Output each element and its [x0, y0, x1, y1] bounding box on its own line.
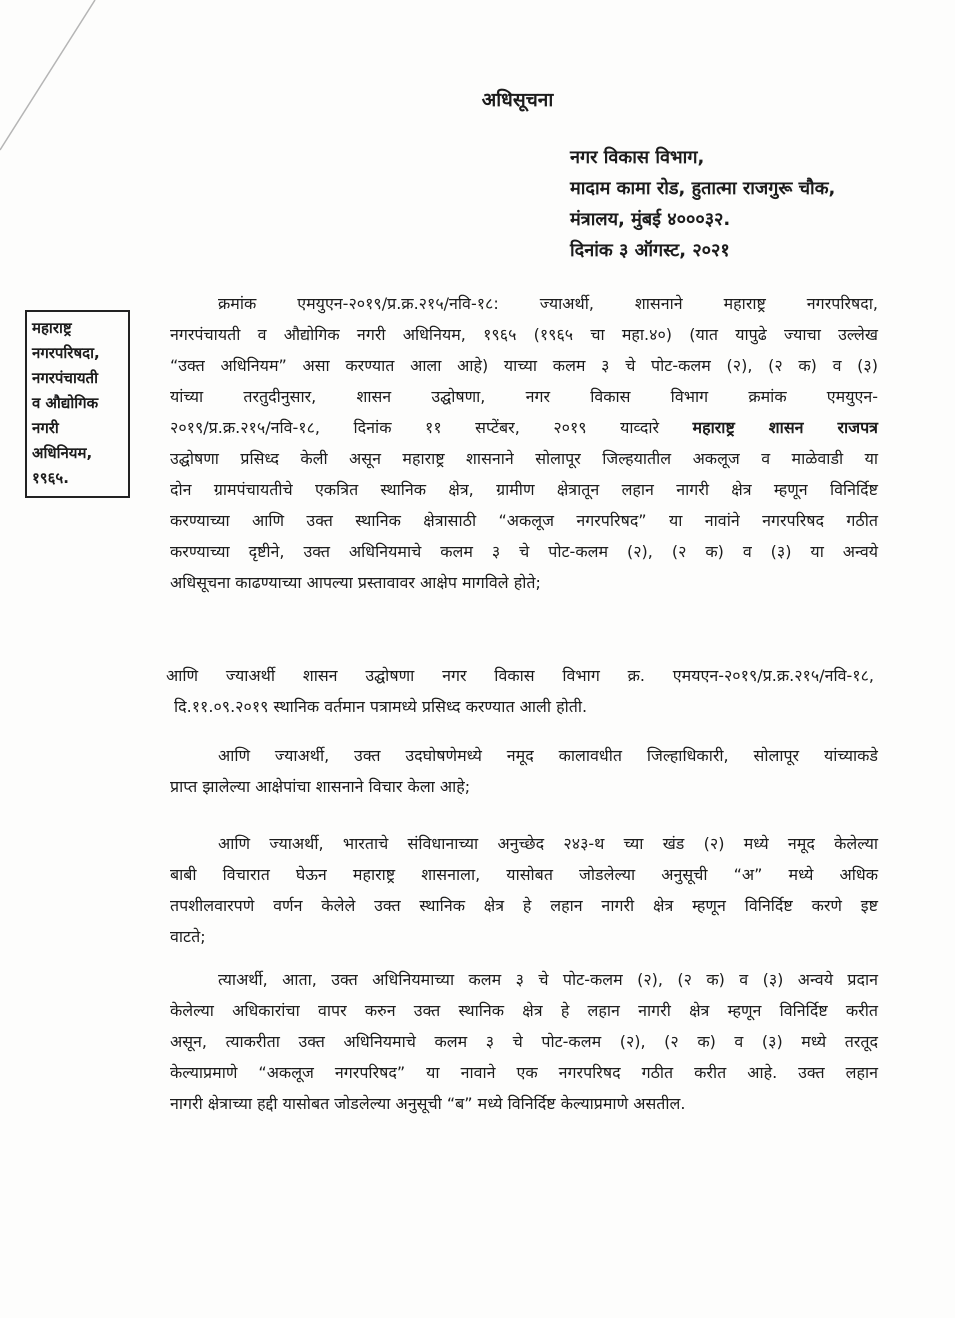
paragraph-line: आणि ज्याअर्थी, भारताचे संविधानाच्या अनुच्छेद २४३-थ च्या खंड (२) मध्ये नमूद केलेल्या	[218, 834, 878, 853]
paragraph-5	[170, 964, 878, 1119]
paragraph-line: क्रमांक एमयुएन-२०१९/प्र.क्र.२१५/नवि-१८: ज्याअर्थी, शासनाने महाराष्ट्र नगरपरिषदा,	[218, 294, 878, 313]
address-block	[570, 142, 930, 266]
paragraph-line: आणि ज्याअर्थी शासन उद्घोषणा नगर विकास विभाग क्र. एमयएन-२०१९/प्र.क्र.२१५/नवि-१८,	[166, 666, 874, 685]
margin-note-line: महाराष्ट्र	[32, 319, 72, 337]
paragraph-line: त्याअर्थी, आता, उक्त अधिनियमाच्या कलम ३ चे पोट-कलम (२), (२ क) व (३) अन्वये प्रदान	[218, 970, 878, 989]
paragraph-line: दि.११.०९.२०१९ स्थानिक वर्तमान पत्रामध्ये प्रसिध्द करण्यात आली होती.	[174, 697, 588, 716]
paragraph-line: नगरपंचायती व औद्योगिक नगरी अधिनियम, १९६५ (१९६५ चा महा.४०) (यात यापुढे ज्याचा उल्लेख	[170, 325, 878, 344]
margin-note-line: नगरपरिषदा,	[32, 344, 100, 362]
margin-note-line: अधिनियम,	[32, 444, 93, 462]
page-fold-mark	[0, 0, 110, 160]
paragraph-line: अधिसूचना काढण्याच्या आपल्या प्रस्तावावर आक्षेप मागविले होते;	[170, 573, 541, 592]
margin-note-line: नगरपंचायती	[32, 369, 98, 387]
paragraph-line: नागरी क्षेत्राच्या हद्दी यासोबत जोडलेल्या अनुसूची “ब” मध्ये विनिर्दिष्ट केल्याप्रमाणे असतील.	[170, 1094, 686, 1113]
paragraph-line: वाटते;	[170, 927, 206, 946]
paragraph-1	[170, 288, 878, 598]
margin-note-box	[25, 310, 130, 498]
paragraph-line: केल्याप्रमाणे “अकलूज नगरपरिषद” या नावाने एक नगरपरिषद गठीत करीत आहे. उक्त लहान	[170, 1063, 878, 1082]
paragraph-line: केलेल्या अधिकारांचा वापर करुन उक्त स्थानिक क्षेत्र हे लहान नागरी क्षेत्र म्हणून विनिर्दिष्ट करीत	[170, 1001, 878, 1020]
paragraph-line: यांच्या तरतुदीनुसार, शासन उद्घोषणा, नगर विकास विभाग क्रमांक एमयुएन-	[170, 387, 878, 406]
address-line-department: नगर विकास विभाग,	[570, 147, 705, 168]
address-line-city: मंत्रालय, मुंबई ४०००३२.	[570, 209, 731, 230]
paragraph-line	[170, 412, 878, 443]
paragraph-line: आणि ज्याअर्थी, उक्त उदघोषणेमध्ये नमूद कालावधीत जिल्हाधिकारी, सोलापूर यांच्याकडे	[218, 746, 878, 765]
paragraph-line: दोन ग्रामपंचायतीचे एकत्रित स्थानिक क्षेत्र, ग्रामीण क्षेत्रातून लहान नागरी क्षेत्र म्हणून विनिर्दिष्ट	[170, 480, 878, 499]
paragraph-line: उद्घोषणा प्रसिध्द केली असून महाराष्ट्र शासनाने सोलापूर जिल्हयातील अकलूज व माळेवाडी या	[170, 449, 878, 468]
paragraph-line: बाबी विचारात घेऊन महाराष्ट्र शासनाला, यासोबत जोडलेल्या अनुसूची “अ” मध्ये अधिक	[170, 865, 878, 884]
paragraph-2	[166, 660, 874, 722]
paragraph-3	[170, 740, 878, 802]
margin-note-line: १९६५.	[32, 469, 69, 487]
paragraph-line-text: २०१९/प्र.क्र.२१५/नवि-१८, दिनांक ११ सप्टेंबर, २०१९ याव्दारे	[170, 418, 660, 437]
paragraph-line: प्राप्त झालेल्या आक्षेपांचा शासनाने विचार केला आहे;	[170, 777, 471, 796]
paragraph-line: तपशीलवारपणे वर्णन केलेले उक्त स्थानिक क्षेत्र हे लहान नागरी क्षेत्र म्हणून विनिर्दिष्ट करणे इष्ट	[170, 896, 878, 915]
document-title: अधिसूचना	[481, 89, 554, 111]
paragraph-line: करण्याच्या दृष्टीने, उक्त अधिनियमाचे कलम ३ चे पोट-कलम (२), (२ क) व (३) या अन्वये	[170, 542, 878, 561]
paragraph-4	[170, 828, 878, 952]
gazette-name: महाराष्ट्र शासन राजपत्र	[692, 418, 878, 437]
paragraph-line: करण्याच्या आणि उक्त स्थानिक क्षेत्रासाठी “अकलूज नगरपरिषद” या नावांने नगरपरिषद गठीत	[170, 511, 878, 530]
paragraph-line: असून, त्याकरीता उक्त अधिनियमाचे कलम ३ चे पोट-कलम (२), (२ क) व (३) मध्ये तरतूद	[170, 1032, 878, 1051]
margin-note-line: व औद्योगिक	[32, 394, 99, 412]
margin-note-line: नगरी	[32, 419, 59, 437]
address-line-road: मादाम कामा रोड, हुतात्मा राजगुरू चौक,	[570, 178, 836, 199]
paragraph-line: “उक्त अधिनियम” असा करण्यात आला आहे) याच्या कलम ३ चे पोट-कलम (२), (२ क) व (३)	[170, 356, 878, 375]
address-line-date: दिनांक ३ ऑगस्ट, २०२१	[570, 240, 730, 261]
